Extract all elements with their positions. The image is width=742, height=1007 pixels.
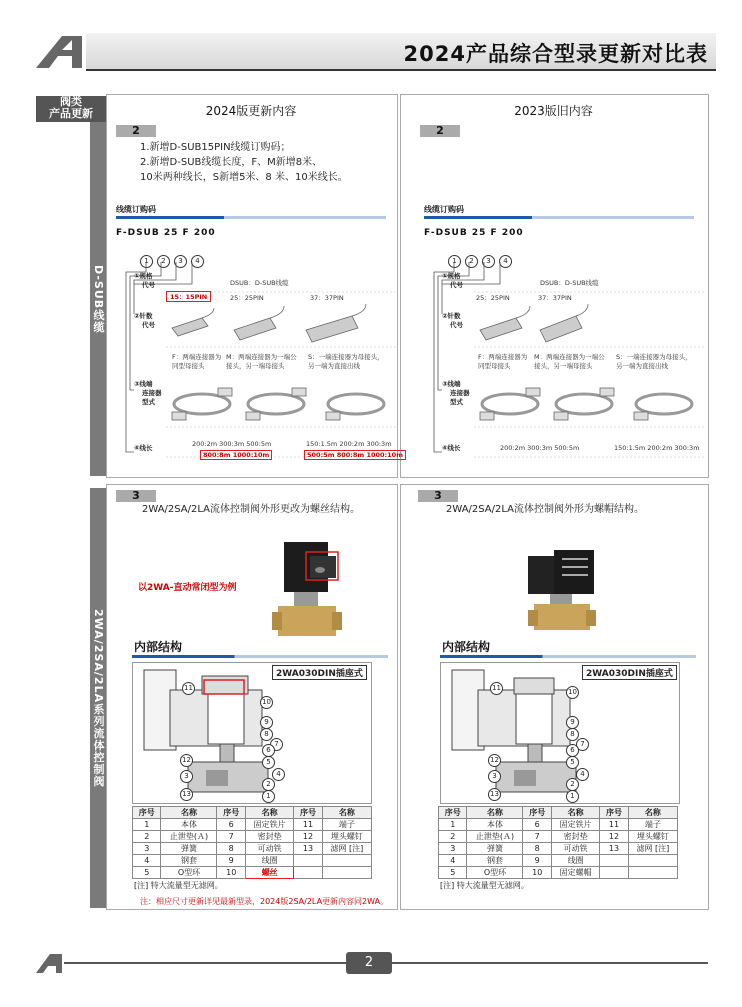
table-row: [133, 855, 372, 867]
row-label-length-old: ④线长: [442, 444, 461, 452]
conn-line: 另一端为直接出线: [308, 362, 360, 370]
circle-1: 1: [448, 255, 461, 268]
cell: 固定铁片: [551, 819, 599, 831]
side-label-valve: [90, 488, 106, 908]
desc-line: 2.新增D-SUB线缆长度，F、M新增8米、: [140, 157, 323, 168]
callout-11-old: 11: [490, 682, 503, 695]
col-header: 序号: [600, 807, 628, 819]
callout-1-old: 1: [566, 790, 579, 803]
row-label-pins-old: [442, 312, 463, 330]
col-header: 名称: [245, 807, 293, 819]
desc-line: 10米两种线长，S新增5米、8 米、10米线长。: [140, 172, 348, 183]
spec-value-new: DSUB：D-SUB线缆: [230, 279, 289, 287]
circle-2: 2: [157, 255, 170, 268]
conn-line: M：两端连接器为一端公: [534, 353, 605, 361]
order-code-underline-old: [424, 216, 694, 219]
category-tab: [36, 96, 106, 122]
code-prefix: F-DSUB: [116, 228, 160, 238]
label-line: ③线端: [442, 380, 461, 388]
cable-images-new: [168, 378, 393, 430]
code-part: 200: [193, 228, 216, 238]
conn-f-new: [172, 352, 232, 370]
valve-photo-new: [270, 534, 350, 644]
code-part: 200: [501, 228, 524, 238]
callout-12-old: 12: [488, 754, 501, 767]
cell: 本体: [467, 819, 523, 831]
page-number: 2: [346, 952, 392, 974]
diagram-title-old: 2WA030DIN插座式: [582, 665, 677, 680]
cell: 2: [133, 831, 161, 843]
label-line: ③线端: [134, 380, 153, 388]
cell: 滤网 [注]: [628, 843, 677, 855]
length-s-new-highlight: 500:5m 800:8m 1000:10m: [304, 450, 406, 460]
internal-underline-old: [440, 655, 696, 658]
length-f-new-highlight: 800:8m 1000:10m: [200, 450, 272, 460]
cell: 6: [523, 819, 551, 831]
col-header: 名称: [161, 807, 217, 819]
callout-10-old: 10: [566, 686, 579, 699]
cell: 9: [523, 855, 551, 867]
col-header: 序号: [217, 807, 245, 819]
callout-12-new: 12: [180, 754, 193, 767]
cell: 埋头螺钉: [322, 831, 371, 843]
conn-s-old: [616, 352, 704, 370]
dsub-connector-images-old: [474, 304, 594, 348]
callout-3-old: 3: [488, 770, 501, 783]
cell: 线圈: [551, 855, 599, 867]
row-label-pins-new: [134, 312, 155, 330]
valve-photo-old: [514, 540, 604, 640]
cell: 12: [294, 831, 322, 843]
cell: 可动铁: [245, 843, 293, 855]
company-logo: [36, 36, 90, 70]
circle-3: 3: [174, 255, 187, 268]
table-row: [439, 855, 678, 867]
callout-5-new: 5: [262, 756, 275, 769]
cell: 10: [217, 867, 245, 879]
pin-37-old: 37：37PIN: [538, 294, 572, 302]
order-code-title-old: 线缆订购码: [424, 205, 464, 214]
cell: [628, 855, 677, 867]
valve-cutaway-old: [448, 666, 578, 798]
cell: 滤网 [注]: [322, 843, 371, 855]
callout-8-new: 8: [260, 728, 273, 741]
cell: 12: [600, 831, 628, 843]
cell: 5: [439, 867, 467, 879]
cell: 8: [523, 843, 551, 855]
label-line: ①规格: [134, 272, 153, 280]
conn-line: S：一端连接器为母接头，: [308, 353, 384, 361]
code-part: 25: [163, 228, 179, 238]
length-f-old: 200:2m 300:3m 500:5m: [500, 444, 580, 452]
valve-old-description: 2WA/2SA/2LA流体控制阀外形为螺帽结构。: [446, 504, 645, 515]
bottom-note: 注：相应尺寸更新详见最新型录，2024版2SA/2LA更新内容同2WA。: [140, 897, 389, 906]
column-header-old: 2023版旧内容: [514, 104, 593, 118]
row-label-spec-old: [442, 272, 463, 290]
conn-m-old: [534, 352, 614, 370]
table-row: [133, 819, 372, 831]
valve-new-description: 2WA/2SA/2LA流体控制阀外形更改为螺丝结构。: [142, 504, 361, 515]
dsub-connector-images-new: [166, 304, 386, 348]
cell: 7: [523, 831, 551, 843]
callout-1-new: 1: [262, 790, 275, 803]
conn-line: 另一端为直接出线: [616, 362, 668, 370]
label-line: 型式: [142, 398, 155, 406]
table-row: [439, 867, 678, 879]
row-label-spec-new: [134, 272, 155, 290]
cell: 密封垫: [245, 831, 293, 843]
row-label-connector-new: [134, 380, 162, 407]
cell: [294, 855, 322, 867]
category-tab-line2: 产品更新: [49, 107, 93, 120]
internal-structure-title-old: 内部结构: [442, 640, 491, 654]
conn-line: 同型母接头: [478, 362, 511, 370]
cell: 3: [133, 843, 161, 855]
cell: 弹簧: [161, 843, 217, 855]
pin-25-old: 25：25PIN: [476, 294, 510, 302]
internal-structure-title-new: 内部结构: [134, 640, 183, 654]
cell: 端子: [628, 819, 677, 831]
spec-value-old: DSUB：D-SUB线缆: [540, 279, 599, 287]
length-f-new: 200:2m 300:3m 500:5m: [192, 440, 272, 448]
code-part: F: [182, 228, 190, 238]
cell: 13: [600, 843, 628, 855]
cell-highlight: 螺丝: [245, 867, 293, 879]
length-s-new: 150:1.5m 200:2m 300:3m: [306, 440, 392, 448]
cell: 端子: [322, 819, 371, 831]
circle-1: 1: [140, 255, 153, 268]
callout-13-old: 13: [488, 788, 501, 801]
code-prefix: F-DSUB: [424, 228, 468, 238]
section-number-new-3: 3: [116, 490, 156, 502]
label-line: 代号: [450, 321, 463, 329]
cell: 弹簧: [467, 843, 523, 855]
label-line: 连接器: [142, 389, 162, 397]
col-header: 序号: [294, 807, 322, 819]
cell: 止泄垫(Ａ): [161, 831, 217, 843]
conn-line: F：两端连接器为: [478, 353, 528, 361]
cell: 埋头螺钉: [628, 831, 677, 843]
cell: [322, 867, 371, 879]
conn-m-new: [226, 352, 306, 370]
callout-8-old: 8: [566, 728, 579, 741]
cell: 钢套: [161, 855, 217, 867]
cell: [294, 867, 322, 879]
cell: 13: [294, 843, 322, 855]
callout-9-new: 9: [260, 716, 273, 729]
section-number-old-2: 2: [420, 125, 460, 137]
circle-4: 4: [499, 255, 512, 268]
col-header: 序号: [523, 807, 551, 819]
cell: 10: [523, 867, 551, 879]
table-row: [133, 867, 372, 879]
cell: 11: [600, 819, 628, 831]
table-row: [439, 819, 678, 831]
table-row: [439, 831, 678, 843]
label-line: 代号: [142, 281, 155, 289]
cell: 7: [217, 831, 245, 843]
table-row: [439, 843, 678, 855]
footnote-new: [注] 特大流量型无滤网。: [134, 881, 223, 890]
conn-line: F：两端连接器为: [172, 353, 222, 361]
cell: [600, 855, 628, 867]
conn-line: M：两端连接器为一端公: [226, 353, 297, 361]
side-label-dsub-text: D-SUB线缆: [92, 264, 105, 334]
cell: [628, 867, 677, 879]
cell: 固定螺帽: [551, 867, 599, 879]
desc-line: 1.新增D-SUB15PIN线缆订购码；: [140, 142, 291, 153]
cell: 钢套: [467, 855, 523, 867]
label-line: 代号: [142, 321, 155, 329]
cell: 1: [439, 819, 467, 831]
row-label-length-new: ④线长: [134, 444, 153, 452]
col-header: 名称: [467, 807, 523, 819]
order-code-title-new: 线缆订购码: [116, 205, 156, 214]
cell: 8: [217, 843, 245, 855]
category-tab-line1: 阀类: [60, 95, 82, 108]
cell: [600, 867, 628, 879]
cell: 4: [133, 855, 161, 867]
callout-6-new: 6: [262, 744, 275, 757]
parts-table-new: [132, 806, 372, 879]
internal-underline-new: [132, 655, 388, 658]
cell: 可动铁: [551, 843, 599, 855]
cell: 本体: [161, 819, 217, 831]
callout-5-old: 5: [566, 756, 579, 769]
order-code-underline-new: [116, 216, 386, 219]
conn-line: 同型母接头: [172, 362, 205, 370]
conn-line: S：一端连接器为母接头，: [616, 353, 692, 361]
callout-2-old: 2: [566, 778, 579, 791]
table-header-row: [133, 807, 372, 819]
section-number-new-2: 2: [116, 125, 156, 137]
conn-s-new: [308, 352, 393, 370]
callout-9-old: 9: [566, 716, 579, 729]
circle-3: 3: [482, 255, 495, 268]
callout-3-new: 3: [180, 770, 193, 783]
cell: 固定铁片: [245, 819, 293, 831]
cell: 密封垫: [551, 831, 599, 843]
cell: 9: [217, 855, 245, 867]
cell: O型环: [161, 867, 217, 879]
valve-cutaway-new: [140, 666, 270, 798]
callout-11-new: 11: [182, 682, 195, 695]
label-line: ②针数: [442, 312, 461, 320]
label-line: 型式: [450, 398, 463, 406]
cell: 5: [133, 867, 161, 879]
row-label-connector-old: [442, 380, 470, 407]
conn-f-old: [478, 352, 538, 370]
circle-4: 4: [191, 255, 204, 268]
pin-37-new: 37：37PIN: [310, 294, 344, 302]
cell: 6: [217, 819, 245, 831]
order-code-new: [116, 228, 216, 238]
label-line: ①规格: [442, 272, 461, 280]
cell: 3: [439, 843, 467, 855]
cell: 1: [133, 819, 161, 831]
col-header: 名称: [322, 807, 371, 819]
dsub-new-description: [140, 140, 390, 185]
code-part: 25: [471, 228, 487, 238]
cell: 4: [439, 855, 467, 867]
cell: 线圈: [245, 855, 293, 867]
cell: 止泄垫(Ａ): [467, 831, 523, 843]
pin-15-highlight: 15：15PIN: [166, 291, 211, 302]
callout-13-new: 13: [180, 788, 193, 801]
callout-2-new: 2: [262, 778, 275, 791]
footnote-old: [注] 特大流量型无滤网。: [440, 881, 529, 890]
callout-7-old: 7: [576, 738, 589, 751]
callout-4-new: 4: [272, 768, 285, 781]
cell: 11: [294, 819, 322, 831]
callout-7-new: 7: [270, 738, 283, 751]
cable-images-old: [476, 378, 701, 430]
callout-4-old: 4: [576, 768, 589, 781]
code-part: F: [490, 228, 498, 238]
parts-table-old: [438, 806, 678, 879]
circle-2: 2: [465, 255, 478, 268]
table-row: [133, 831, 372, 843]
table-header-row: [439, 807, 678, 819]
section-number-old-3: 3: [418, 490, 458, 502]
label-line: ②针数: [134, 312, 153, 320]
side-label-valve-text: 2WA/2SA/2LA系列流体控制阀: [92, 608, 105, 788]
side-label-dsub: [90, 122, 106, 476]
footer-logo: [36, 954, 66, 974]
table-row: [133, 843, 372, 855]
conn-line: 接头，另一端母接头: [226, 362, 285, 370]
callout-10-new: 10: [260, 696, 273, 709]
conn-line: 接头，另一端母接头: [534, 362, 593, 370]
order-code-old: [424, 228, 524, 238]
label-line: 连接器: [450, 389, 470, 397]
col-header: 名称: [551, 807, 599, 819]
diagram-title-new: 2WA030DIN插座式: [272, 665, 367, 680]
column-header-new: 2024版更新内容: [205, 104, 297, 118]
page-title: 2024产品综合型录更新对比表: [403, 42, 708, 66]
length-s-old: 150:1.5m 200:2m 300:3m: [614, 444, 700, 452]
pin-25-new: 25：25PIN: [230, 294, 264, 302]
callout-6-old: 6: [566, 744, 579, 757]
label-line: 代号: [450, 281, 463, 289]
cell: 2: [439, 831, 467, 843]
cell: O型环: [467, 867, 523, 879]
col-header: 序号: [133, 807, 161, 819]
example-label: 以2WA-直动常闭型为例: [138, 583, 237, 593]
col-header: 序号: [439, 807, 467, 819]
col-header: 名称: [628, 807, 677, 819]
cell: [322, 855, 371, 867]
